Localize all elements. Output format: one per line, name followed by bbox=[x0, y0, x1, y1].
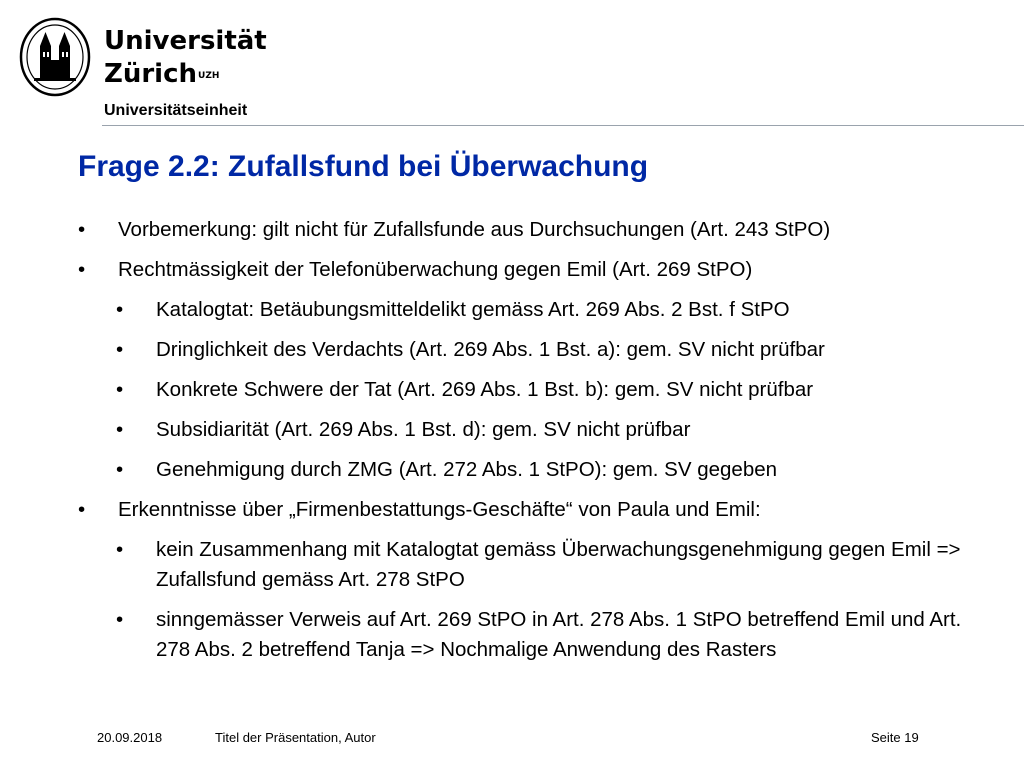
bullet-text: kein Zusammenhang mit Katalogtat gemäss Überwachungsgenehmigung gegen Emil => Zufallsfund gemäss Art. 278 StPO bbox=[156, 538, 961, 591]
bullet-text: Genehmigung durch ZMG (Art. 272 Abs. 1 StPO): gem. SV gegeben bbox=[156, 458, 778, 481]
bullet-text: Katalogtat: Betäubungsmitteldelikt gemäss Art. 269 Abs. 2 Bst. f StPO bbox=[156, 298, 790, 321]
bullet-text: Rechtmässigkeit der Telefonüberwachung gegen Emil (Art. 269 StPO) bbox=[118, 258, 753, 281]
bullet-item bbox=[78, 215, 998, 245]
bullet-icon: • bbox=[78, 498, 86, 521]
bullet-text: Vorbemerkung: gilt nicht für Zufallsfunde aus Durchsuchungen (Art. 243 StPO) bbox=[118, 218, 831, 241]
university-abbrev: UZH bbox=[198, 71, 220, 81]
unit-label: Universitätseinheit bbox=[104, 102, 248, 119]
bullet-icon: • bbox=[116, 608, 124, 631]
slide-content bbox=[78, 215, 998, 675]
bullet-item bbox=[78, 455, 998, 485]
bullet-icon: • bbox=[116, 298, 124, 321]
bullet-text: Subsidiarität (Art. 269 Abs. 1 Bst. d): gem. SV nicht prüfbar bbox=[156, 418, 691, 441]
footer-presentation: Titel der Präsentation, Autor bbox=[215, 730, 376, 745]
bullet-item bbox=[78, 255, 998, 285]
university-name-line2: Zürich bbox=[104, 59, 198, 89]
bullet-text: Dringlichkeit des Verdachts (Art. 269 Abs. 1 Bst. a): gem. SV nicht prüfbar bbox=[156, 338, 825, 361]
bullet-icon: • bbox=[116, 418, 124, 441]
university-seal-icon bbox=[18, 16, 92, 98]
bullet-icon: • bbox=[78, 218, 86, 241]
slide-title: Frage 2.2: Zufallsfund bei Überwachung bbox=[78, 150, 649, 183]
header-divider bbox=[102, 125, 1024, 126]
bullet-item bbox=[78, 335, 998, 365]
bullet-item bbox=[78, 295, 998, 325]
bullet-item bbox=[78, 415, 998, 445]
bullet-item bbox=[78, 535, 998, 595]
bullet-text: sinngemässer Verweis auf Art. 269 StPO in Art. 278 Abs. 1 StPO betreffend Emil und Art. 278 Abs. 2 betreffend Tanja => Nochmalige Anwendung des Rasters bbox=[156, 608, 962, 661]
bullet-icon: • bbox=[116, 378, 124, 401]
footer-page-number: Seite 19 bbox=[871, 730, 919, 745]
bullet-icon: • bbox=[116, 338, 124, 361]
university-name-line1: Universität bbox=[104, 26, 267, 56]
bullet-icon: • bbox=[116, 538, 124, 561]
university-wordmark bbox=[104, 25, 267, 91]
bullet-text: Konkrete Schwere der Tat (Art. 269 Abs. 1 Bst. b): gem. SV nicht prüfbar bbox=[156, 378, 814, 401]
bullet-item bbox=[78, 495, 998, 525]
footer-date: 20.09.2018 bbox=[97, 730, 163, 745]
bullet-text: Erkenntnisse über „Firmenbestattungs-Geschäfte“ von Paula und Emil: bbox=[118, 498, 761, 521]
bullet-item bbox=[78, 605, 998, 665]
bullet-icon: • bbox=[116, 458, 124, 481]
bullet-icon: • bbox=[78, 258, 86, 281]
bullet-item bbox=[78, 375, 998, 405]
